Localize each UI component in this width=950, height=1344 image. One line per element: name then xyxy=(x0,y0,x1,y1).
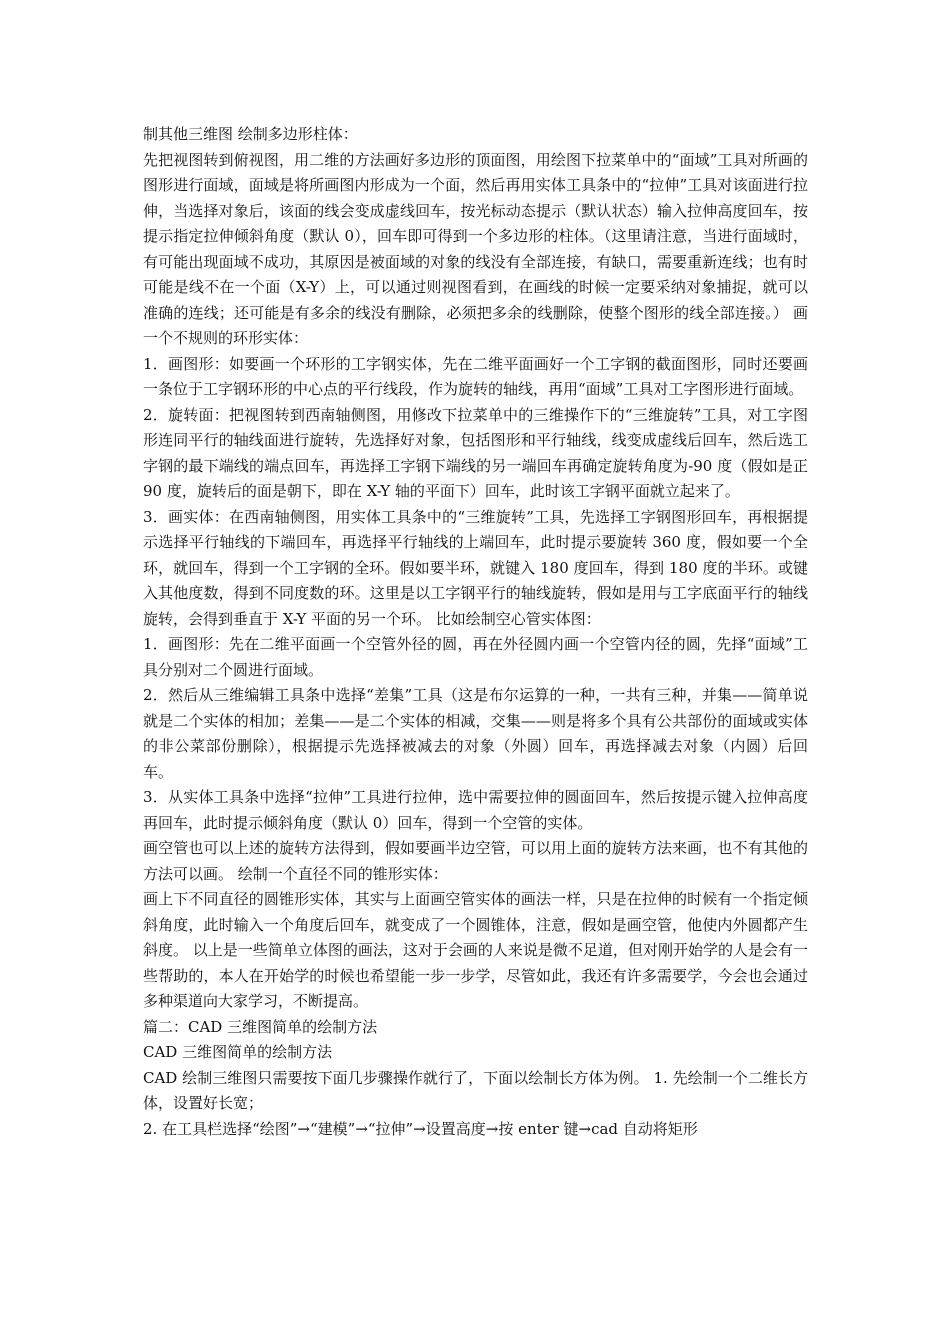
section-subtitle: CAD 三维图简单的绘制方法 xyxy=(143,1043,333,1061)
paragraph-tube-step-3: 3．从实体工具条中选择“拉伸”工具进行拉伸，选中需要拉伸的圆面回车，然后按提示键入拉伸高度再回车，此时提示倾斜角度（默认 0）回车，得到一个空管的实体。 xyxy=(143,788,808,832)
paragraph-ring-step-1: 1．画图形：如要画一个环形的工字钢实体，先在二维平面画好一个工字钢的截面图形，同时还要画一条位于工字钢环形的中心点的平行线段，作为旋转的轴线，再用“面域”工具对工字图形进行面域。 xyxy=(143,354,808,398)
paragraph-tube-step-1: 1．画图形：先在二维平面画一个空管外径的圆，再在外径圆内画一个空管内径的圆，先择“面域”工具分别对二个圆进行面域。 xyxy=(143,635,808,679)
paragraph-polygon-prism-steps: 先把视图转到俯视图，用二维的方法画好多边形的顶面图，用绘图下拉菜单中的“面域”工具对所画的图形进行面域，面域是将所画图内形成为一个面，然后再用实体工具条中的“拉伸”工具对该面进行拉伸，当选择对象后，该面的线会变成虚线回车，按光标动态提示（默认状态）输入拉伸高度回车，按提示指定拉伸倾斜角度（默认 0），回车即可得到一个多边形的柱体。（这里请注意，当进行面域时，有可能出现面域不成功，其原因是被面域的对象的线没有全部连接，有缺口，需要重新连线；也有时可能是线不在一个面（X-Y）上，可以通过则视图看到，在画线的时候一定要采纳对象捕捉，就可以准确的连线；还可能是有多余的线没有删除，必须把多余的线删除，使整个图形的线全部连接。） 画一个不规则的环形实体： xyxy=(143,150,808,347)
paragraph-cad-step-2: 2. 在工具栏选择“绘图”→“建模”→“拉伸”→设置高度→按 enter 键→cad 自动将矩形 xyxy=(143,1119,698,1138)
paragraph-heading-polygon-prism: 制其他三维图 绘制多边形柱体： xyxy=(143,125,358,143)
document-page xyxy=(143,122,808,1142)
paragraph-half-tube: 画空管也可以上述的旋转方法得到，假如要画半边空管，可以用上面的旋转方法来画，也不有其他的方法可以画。 绘制一个直径不同的锥形实体： xyxy=(143,839,808,883)
paragraph-ring-step-3: 3．画实体：在西南轴侧图，用实体工具条中的“三维旋转”工具，先选择工字钢图形回车，再根据提示选择平行轴线的下端回车，再选择平行轴线的上端回车，此时提示要旋转 360 度，假如要一个全环，就回车，得到一个工字钢的全环。假如要半环，就键入 180 度回车，得到 180 度的半环。或键入其他度数，得到不同度数的环。这里是以工字钢平行的轴线旋转，假如是用与工字底面平行的轴线旋转，会得到垂直于 X-Y 平面的另一个环。 比如绘制空心管实体图： xyxy=(143,507,808,628)
paragraph-cad-step-1: CAD 绘制三维图只需要按下面几步骤操作就行了，下面以绘制长方体为例。 1. 先绘制一个二维长方体，设置好长宽； xyxy=(143,1068,808,1112)
section-heading-part-two: 篇二：CAD 三维图简单的绘制方法 xyxy=(143,1017,378,1036)
paragraph-cone: 画上下不同直径的圆锥形实体，其实与上面画空管实体的画法一样，只是在拉伸的时候有一个指定倾斜角度，此时输入一个角度后回车，就变成了一个圆锥体，注意，假如是画空管，他使内外圆都产生斜度。 以上是一些简单立体图的画法，这对于会画的人来说是微不足道，但对刚开始学的人是会有一些帮助的，本人在开始学的时候也希望能一步一步学，尽管如此，我还有许多需要学，今会也会通过多种渠道向大家学习，不断提高。 xyxy=(143,890,808,1010)
paragraph-tube-step-2: 2．然后从三维编辑工具条中选择“差集”工具（这是布尔运算的一种，一共有三种，并集——简单说就是二个实体的相加；差集——是二个实体的相减，交集——则是将多个具有公共部份的面域或实体的非公菜部份删除），根据提示先选择被减去的对象（外圆）回车，再选择减去对象（内圆）后回车。 xyxy=(143,686,808,781)
paragraph-ring-step-2: 2．旋转面：把视图转到西南轴侧图，用修改下拉菜单中的三维操作下的“三维旋转”工具，对工字图形连同平行的轴线面进行旋转，先选择好对象，包括图形和平行轴线，线变成虚线后回车，然后选工字钢的最下端线的端点回车，再选择工字钢下端线的另一端回车再确定旋转角度为-90 度（假如是正 90 度，旋转后的面是朝下，即在 X-Y 轴的平面下）回车，此时该工字钢平面就立起来了。 xyxy=(143,405,808,500)
